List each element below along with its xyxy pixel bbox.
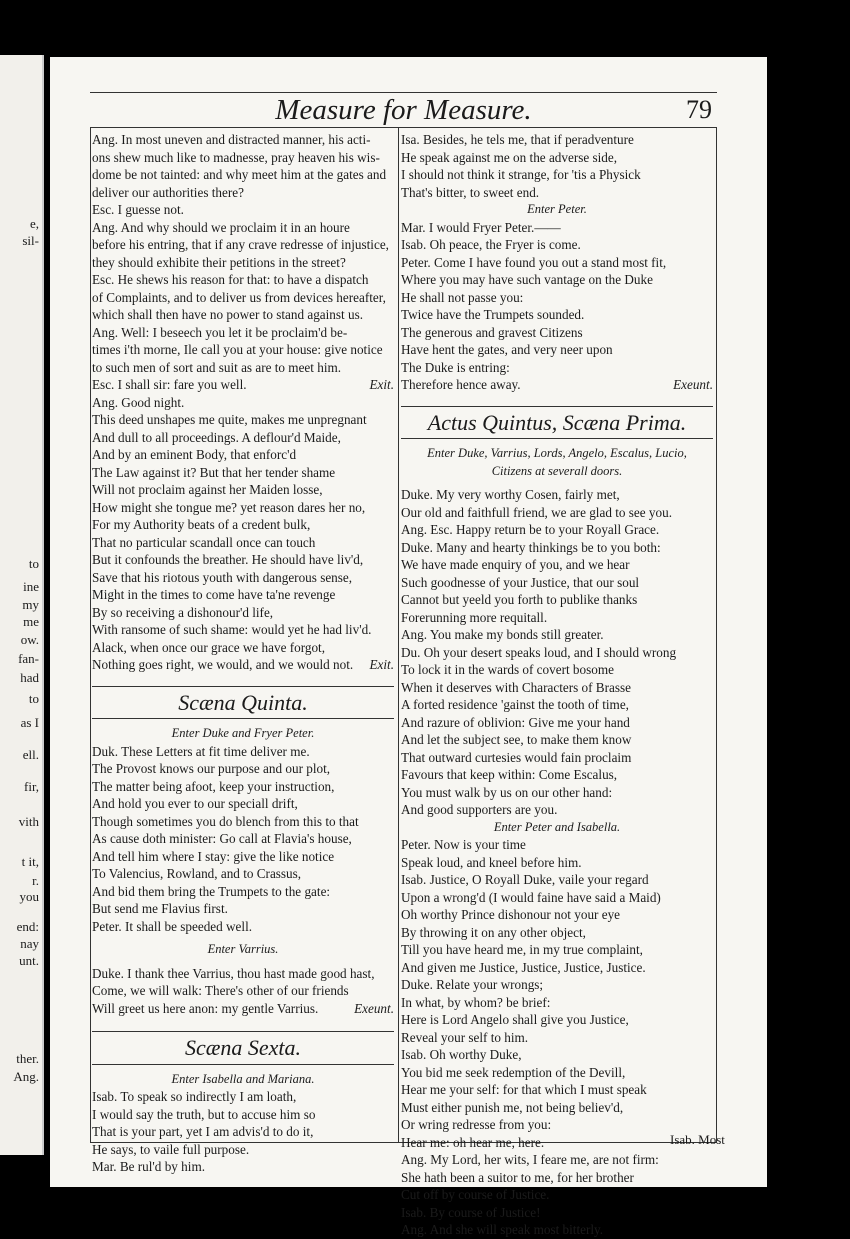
verse-line: That outward curtesies would fain proclaim [401, 749, 632, 765]
verse-line: Esc. He shews his reason for that: to have a dispatch [92, 272, 369, 287]
running-header [90, 92, 717, 128]
verse-line: Isab. Oh peace, the Fryer is come. [401, 237, 581, 252]
stage-direction: Enter Peter and Isabella. [493, 819, 621, 834]
margin-fragment: unt. [19, 953, 39, 968]
verse-line: She hath been a suitor to me, for her brother [401, 1169, 634, 1185]
scene-heading-6: Scæna Sexta. [92, 1031, 394, 1065]
verse-line: Cut off by course of Justice. [401, 1187, 550, 1202]
verse-line: With ransome of such shame: would yet he had liv'd. [92, 622, 372, 637]
verse-line: Duke. Many and hearty thinkings be to you both: [401, 539, 661, 555]
verse-line: Have hent the gates, and very neer upon [401, 342, 613, 357]
margin-fragment: fir, [24, 779, 39, 794]
verse-line: to such men of sort and suit as are to meet him. [92, 359, 342, 375]
verse-line: By so receiving a dishonour'd life, [92, 604, 274, 620]
verse-line: Exit. Nothing goes right, we would, and we would not. [92, 657, 394, 672]
verse-line: Ang. And she will speak most bitterly. [401, 1222, 604, 1237]
verse-line: Peter. Come I have found you out a stand most fit, [401, 254, 667, 270]
verse-line: Might in the times to come have ta'ne revenge [92, 587, 336, 602]
margin-fragment: to [28, 556, 39, 571]
verse-line: Alack, when once our grace we have forgot, [92, 639, 326, 655]
verse-line: Save that his riotous youth with dangerous sense, [92, 569, 353, 585]
verse-line: Isab. By course of Justice! [401, 1204, 541, 1220]
verse-line: How might she tongue me? yet reason dares her no, [92, 499, 366, 515]
verse-line: Peter. It shall be speeded well. [92, 918, 253, 934]
verse-line: The matter being afoot, keep your instruction, [92, 778, 335, 794]
margin-fragment: ine [23, 579, 39, 594]
verse-line: He says, to vaile full purpose. [92, 1141, 250, 1157]
verse-line: of Complaints, and to deliver us from devices hereafter, [92, 289, 386, 305]
exit-direction: Exeunt. [673, 377, 713, 392]
margin-fragment: Ang. [13, 1069, 39, 1084]
margin-fragment: as I [20, 715, 39, 730]
verse-line: Hear me: oh hear me, here. [401, 1134, 545, 1150]
verse-line: To Valencius, Rowland, and to Crassus, [92, 866, 302, 881]
verse-line: You bid me seek redemption of the Devill, [401, 1064, 626, 1080]
verse-line: He shall not passe you: [401, 289, 524, 305]
verse-line: Forerunning more requitall. [401, 609, 548, 625]
column-divider [398, 127, 399, 1142]
verse-line: Duk. These Letters at fit time deliver me. [92, 743, 310, 759]
verse-line: Du. Oh your desert speaks loud, and I should wrong [401, 644, 677, 660]
verse-line: The Provost knows our purpose and our plot, [92, 761, 331, 776]
verse-line: Exeunt. Will greet us here anon: my gentle Varrius. [92, 1000, 394, 1016]
verse-line: Exeunt. Therefore hence away. [401, 377, 713, 392]
verse-line: Or wring redresse from you: [401, 1117, 552, 1132]
verse-line: Here is Lord Angelo shall give you Justice, [401, 1012, 629, 1027]
verse-line: Ang. Esc. Happy return be to your Royall Grace. [401, 522, 660, 537]
verse-line: He speak against me on the adverse side, [401, 149, 618, 165]
verse-line: Ang. Well: I beseech you let it be proclaim'd be- [92, 324, 348, 340]
verse-line: That's bitter, to sweet end. [401, 184, 540, 200]
verse-line: deliver our authorities there? [92, 184, 244, 200]
margin-fragment: me [23, 614, 39, 629]
right-column [401, 131, 713, 1239]
margin-fragment: nay [20, 936, 39, 951]
verse-line: The Law against it? But that her tender shame [92, 464, 336, 480]
verse-line: Ang. Good night. [92, 394, 185, 410]
verse-line: Duke. I thank thee Varrius, thou hast made good hast, [92, 965, 375, 981]
verse-line: And let the subject see, to make them know [401, 732, 632, 747]
verse-line: In what, by whom? be brief: [401, 994, 551, 1010]
verse-line: For my Authority beats of a credent bulk, [92, 517, 311, 532]
verse-line: Our old and faithfull friend, we are glad to see you. [401, 504, 672, 520]
margin-fragment: e, [29, 216, 39, 231]
verse-line: And hold you ever to our speciall drift, [92, 796, 298, 811]
verse-line: Favours that keep within: Come Escalus, [401, 767, 618, 782]
catchword: Isab. Most [670, 1132, 725, 1147]
verse-line: which shall then have no power to stand against us. [92, 307, 364, 322]
verse-line: Reveal your self to him. [401, 1029, 529, 1045]
verse-line: Ang. And why should we proclaim it in an houre [92, 219, 350, 235]
margin-fragment: sil- [22, 233, 39, 248]
verse-line: Mar. I would Fryer Peter.—— [401, 219, 561, 235]
margin-fragment: ow. [20, 632, 39, 647]
margin-fragment: ell. [22, 747, 39, 762]
margin-fragment: r. [32, 873, 39, 888]
verse-line: Cannot but yeeld you forth to publike thanks [401, 592, 638, 607]
stage-direction: Enter Varrius. [207, 942, 279, 956]
page-title: Measure for Measure. [275, 94, 532, 126]
verse-line: To lock it in the wards of covert bosome [401, 662, 614, 677]
verse-line: Isa. Besides, he tels me, that if peradventure [401, 132, 634, 147]
verse-line: Such goodnesse of your Justice, that our soul [401, 574, 640, 590]
verse-line: Hear me your self: for that which I must speak [401, 1082, 647, 1097]
verse-line: But send me Flavius first. [92, 901, 228, 916]
verse-line: And by an eminent Body, that enforc'd [92, 447, 297, 462]
verse-line: Ang. My Lord, her wits, I feare me, are not firm: [401, 1152, 659, 1167]
stage-direction: Enter Duke, Varrius, Lords, Angelo, Escalus, Lucio, Citizens at severall doors. [427, 446, 687, 478]
verse-line: You must walk by us on our other hand: [401, 784, 613, 800]
verse-line: Exit. Esc. I shall sir: fare you well. [92, 377, 394, 392]
verse-line: The Duke is entring: [401, 359, 510, 375]
verse-line: And bid them bring the Trumpets to the gate: [92, 883, 331, 899]
page-number: 79 [686, 95, 712, 124]
verse-line: Ang. In most uneven and distracted manner, his acti- [92, 132, 371, 147]
verse-line: they should exhibite their petitions in the street? [92, 254, 346, 270]
verse-line: And tell him where I stay: give the like notice [92, 848, 335, 864]
verse-line: I should not think it strange, for 'tis a Physick [401, 167, 641, 182]
verse-line: Isab. Justice, O Royall Duke, vaile your regard [401, 872, 649, 887]
adjacent-page-edge [0, 55, 44, 1155]
verse-line: Twice have the Trumpets sounded. [401, 307, 585, 322]
verse-line: Duke. Relate your wrongs; [401, 977, 544, 992]
verse-line: Mar. Be rul'd by him. [92, 1159, 205, 1174]
verse-line: The generous and gravest Citizens [401, 324, 583, 340]
margin-fragment: you [19, 889, 39, 904]
scene-heading-5: Scæna Quinta. [92, 686, 394, 720]
verse-line: before his entring, that if any crave redresse of injustice, [92, 237, 389, 252]
margin-fragment: vith [18, 814, 39, 829]
verse-line: And razure of oblivion: Give me your hand [401, 714, 630, 730]
margin-fragment: my [22, 597, 39, 612]
exit-direction: Exeunt. [354, 1000, 394, 1016]
verse-line: Though sometimes you do blench from this to that [92, 813, 359, 829]
stage-direction: Enter Duke and Fryer Peter. [171, 726, 315, 740]
act-heading: Actus Quintus, Scæna Prima. [401, 406, 713, 440]
verse-line: And good supporters are you. [401, 802, 558, 817]
margin-fragment: end: [16, 919, 39, 934]
verse-line: We have made enquiry of you, and we hear [401, 557, 630, 572]
verse-line: When it deserves with Characters of Brasse [401, 679, 631, 695]
verse-line: That no particular scandall once can touch [92, 534, 316, 550]
left-column [92, 131, 394, 1176]
verse-line: Oh worthy Prince dishonour not your eye [401, 907, 621, 922]
verse-line: This deed unshapes me quite, makes me unpregnant [92, 412, 367, 427]
margin-fragment: t it, [21, 854, 39, 869]
verse-line: ons shew much like to madnesse, pray heaven his wis- [92, 149, 380, 165]
margin-fragment: to [28, 691, 39, 706]
verse-line: Peter. Now is your time [401, 837, 526, 852]
verse-line: Ang. You make my bonds still greater. [401, 627, 604, 642]
frame-rule-right [716, 127, 717, 1142]
book-page [50, 57, 767, 1237]
exit-direction: Exit. [369, 657, 394, 672]
verse-line: times i'th morne, Ile call you at your house: give notice [92, 342, 383, 357]
verse-line: And given me Justice, Justice, Justice, Justice. [401, 959, 646, 975]
verse-line: Till you have heard me, in my true complaint, [401, 942, 643, 957]
margin-fragment: ther. [16, 1051, 39, 1066]
stage-direction: Enter Isabella and Mariana. [171, 1071, 315, 1086]
verse-line: Where you may have such vantage on the Duke [401, 272, 653, 287]
verse-line: A forted residence 'gainst the tooth of time, [401, 697, 629, 712]
verse-line: Come, we will walk: There's other of our friends [92, 983, 349, 998]
verse-line: I would say the truth, but to accuse him so [92, 1106, 316, 1122]
verse-line: Isab. Oh worthy Duke, [401, 1047, 522, 1062]
verse-line: By throwing it on any other object, [401, 924, 586, 940]
verse-line: Upon a wrong'd (I would faine have said a Maid) [401, 889, 661, 905]
stage-direction: Enter Peter. [527, 202, 587, 216]
margin-fragment: had [20, 670, 39, 685]
exit-direction: Exit. [369, 377, 394, 392]
frame-rule-left [90, 127, 91, 1142]
verse-line: dome be not tainted: and why meet him at the gates and [92, 167, 387, 182]
verse-line: Must either punish me, not being believ'd, [401, 1099, 624, 1115]
verse-line: Will not proclaim against her Maiden losse, [92, 482, 323, 497]
verse-line: Speak loud, and kneel before him. [401, 854, 582, 870]
verse-line: Esc. I guesse not. [92, 202, 184, 217]
verse-line: But it confounds the breather. He should have liv'd, [92, 552, 364, 567]
margin-fragment: fan- [18, 651, 39, 666]
verse-line: As cause doth minister: Go call at Flavia's house, [92, 831, 352, 846]
verse-line: Duke. My very worthy Cosen, fairly met, [401, 487, 620, 502]
verse-line: That is your part, yet I am advis'd to do it, [92, 1124, 314, 1139]
verse-line: And dull to all proceedings. A deflour'd Maide, [92, 429, 341, 445]
verse-line: Isab. To speak so indirectly I am loath, [92, 1089, 297, 1104]
